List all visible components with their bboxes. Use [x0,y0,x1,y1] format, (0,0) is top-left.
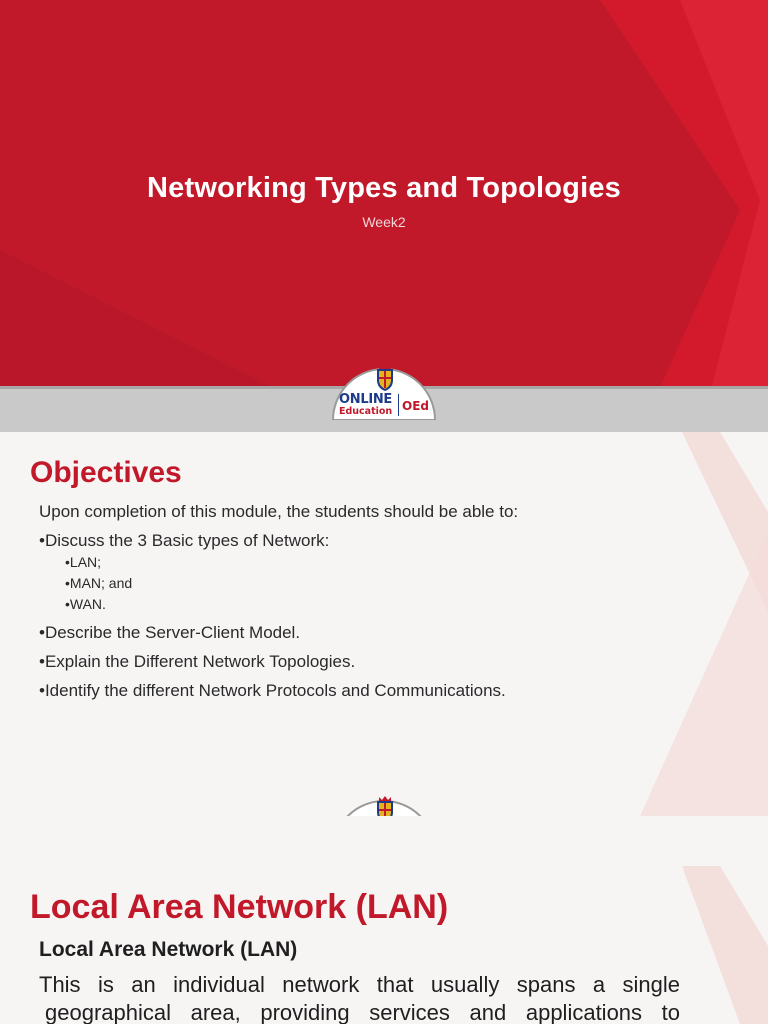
logo-oed-text: OEd [402,399,429,413]
lan-heading: Local Area Network (LAN) [30,888,449,926]
online-education-logo [331,360,437,432]
logo-online-text: ONLINE [339,392,393,407]
objective-item: •Explain the Different Network Topologies. [39,652,356,671]
lan-slide [0,816,768,1024]
lan-body [39,971,680,1024]
objective-item: •Describe the Server-Client Model. [39,623,301,642]
objective-sub-item: •LAN; [65,554,102,570]
lan-body-line: geographical area, providing services and applications to [45,1000,680,1024]
crest-icon [375,364,395,392]
objectives-heading: Objectives [30,456,182,489]
objectives-list [39,502,518,710]
objective-item: •Identify the different Network Protocols and Communications. [39,681,506,700]
objective-sub-item: •MAN; and [65,575,133,591]
lan-body-line: This is an individual network that usually spans a single [39,972,680,997]
logo-education-text: Education [339,406,393,417]
objective-sub-item: •WAN. [65,596,106,612]
lan-subheading: Local Area Network (LAN) [39,938,298,961]
slide-title: Networking Types and Topologies [147,172,621,204]
slide-subtitle: Week2 [362,214,406,230]
objective-item: •Discuss the 3 Basic types of Network: [39,531,330,550]
objectives-slide [0,432,768,816]
logo-wordmark [339,393,392,417]
logo-divider [398,394,399,416]
objectives-intro: Upon completion of this module, the students should be able to: [39,502,519,521]
